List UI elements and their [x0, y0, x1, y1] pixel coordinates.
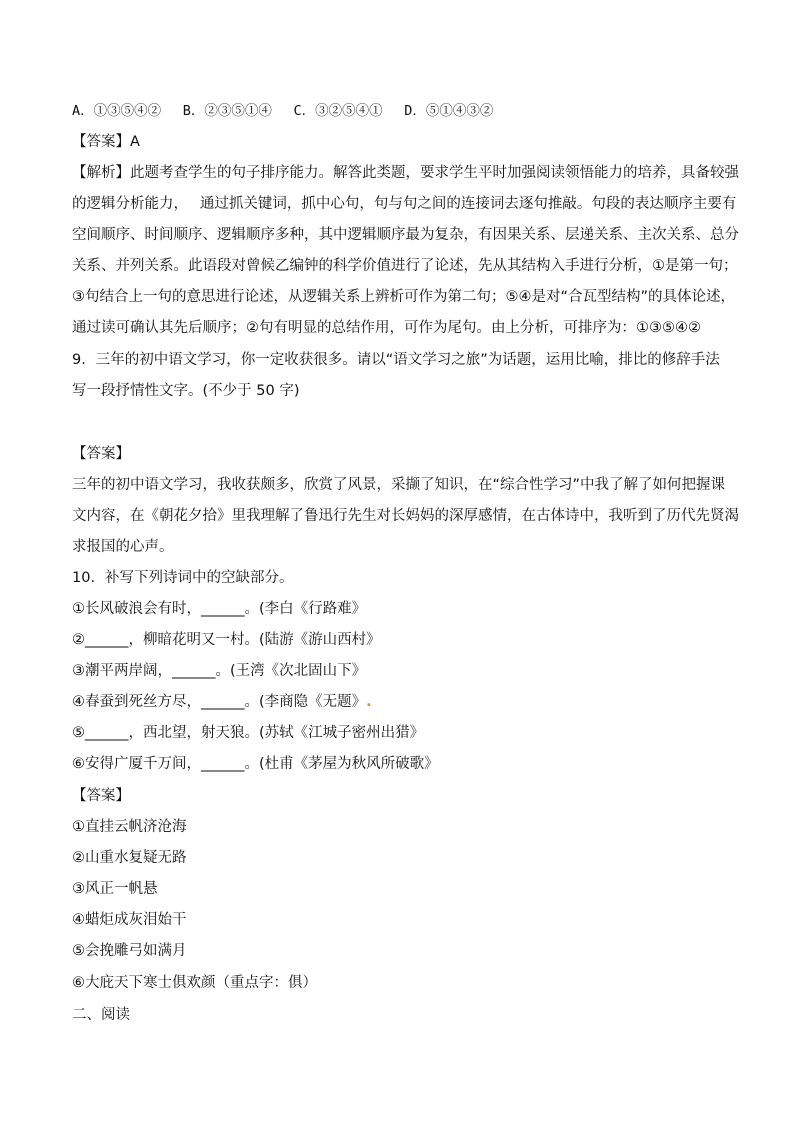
q10-answer: ⑤会挽雕弓如满月 — [72, 943, 187, 959]
stray-mark: . — [366, 694, 372, 710]
q10-answer: ⑥大庇天下寒士俱欢颜（重点字：俱） — [72, 975, 317, 991]
q10-item: ②______，柳暗花明又一村。(陆游《游山西村》 — [72, 632, 381, 648]
q10-answer-label: 【答案】 — [72, 788, 130, 804]
q10-answer: ③风正一帆悬 — [72, 881, 158, 897]
q10-question: 10．补写下列诗词中的空缺部分。 — [72, 570, 294, 586]
q8-analysis-line: ③句结合上一句的意思进行论述，从逻辑关系上辨析可作为第二句；⑤④是对“合瓦型结构”的具体论述， — [72, 289, 736, 305]
q8-analysis-line: 通过读可确认其先后顺序；②句有明显的总结作用，可作为尾句。由上分析，可排序为：①③⑤④② — [72, 320, 701, 336]
q10-item: ⑤______，西北望，射天狼。(苏轼《江城子密州出猎》 — [72, 725, 425, 741]
q8-options: A．①③⑤④② B．②③⑤①④ C．③②⑤④① D．⑤①④③② — [72, 103, 494, 119]
q8-analysis-line: 的逻辑分析能力， 通过抓关键词，抓中心句，句与句之间的连接词去逐句推敲。句段的表达顺序主要有 — [72, 196, 737, 212]
q10-item: ⑥安得广厦千万间，______。(杜甫《茅屋为秋风所破歌》 — [72, 756, 439, 772]
q10-item: ①长风破浪会有时，______。(李白《行路难》 — [72, 601, 367, 617]
q8-answer: 【答案】A — [72, 134, 140, 150]
q10-answer: ①直挂云帆济沧海 — [72, 819, 187, 835]
q9-answer-label: 【答案】 — [72, 446, 130, 462]
q9-question-line: 写一段抒情性文字。(不少于 50 字) — [72, 383, 300, 399]
q8-analysis-line: 【解析】此题考查学生的句子排序能力。解答此类题，要求学生平时加强阅读领悟能力的培养，具备较强 — [72, 165, 739, 181]
q8-analysis-line: 关系、并列关系。此语段对曾候乙编钟的科学价值进行了论述，先从其结构入手进行分析，①是第一句； — [72, 258, 738, 274]
q10-answer: ②山重水复疑无路 — [72, 850, 187, 866]
q9-question-line: 9．三年的初中语文学习，你一定收获很多。请以“语文学习之旅”为话题，运用比喻，排比的修辞手法 — [72, 352, 720, 368]
q10-answer: ④蜡炬成灰泪始干 — [72, 912, 187, 928]
q8-analysis-line: 空间顺序、时间顺序、逻辑顺序多种，其中逻辑顺序最为复杂，有因果关系、层递关系、主次关系、总分 — [72, 227, 739, 243]
q9-answer-line: 求报国的心声。 — [72, 539, 174, 555]
q10-item-text: ④春蚕到死丝方尽，______。(李商隐《无题》 — [72, 694, 367, 710]
q10-item — [72, 692, 732, 712]
section-heading: 二、阅读 — [72, 1007, 130, 1023]
q9-answer-line: 三年的初中语文学习，我收获颇多，欣赏了风景，采撷了知识，在“综合性学习”中我了解了如何把握课 — [72, 477, 726, 493]
q9-answer-line: 文内容，在《朝花夕拾》里我理解了鲁迅行先生对长妈妈的深厚感情，在古体诗中，我听到了历代先贤渴 — [72, 508, 739, 524]
q10-item: ③潮平两岸阔，______。(王湾《次北固山下》 — [72, 663, 367, 679]
